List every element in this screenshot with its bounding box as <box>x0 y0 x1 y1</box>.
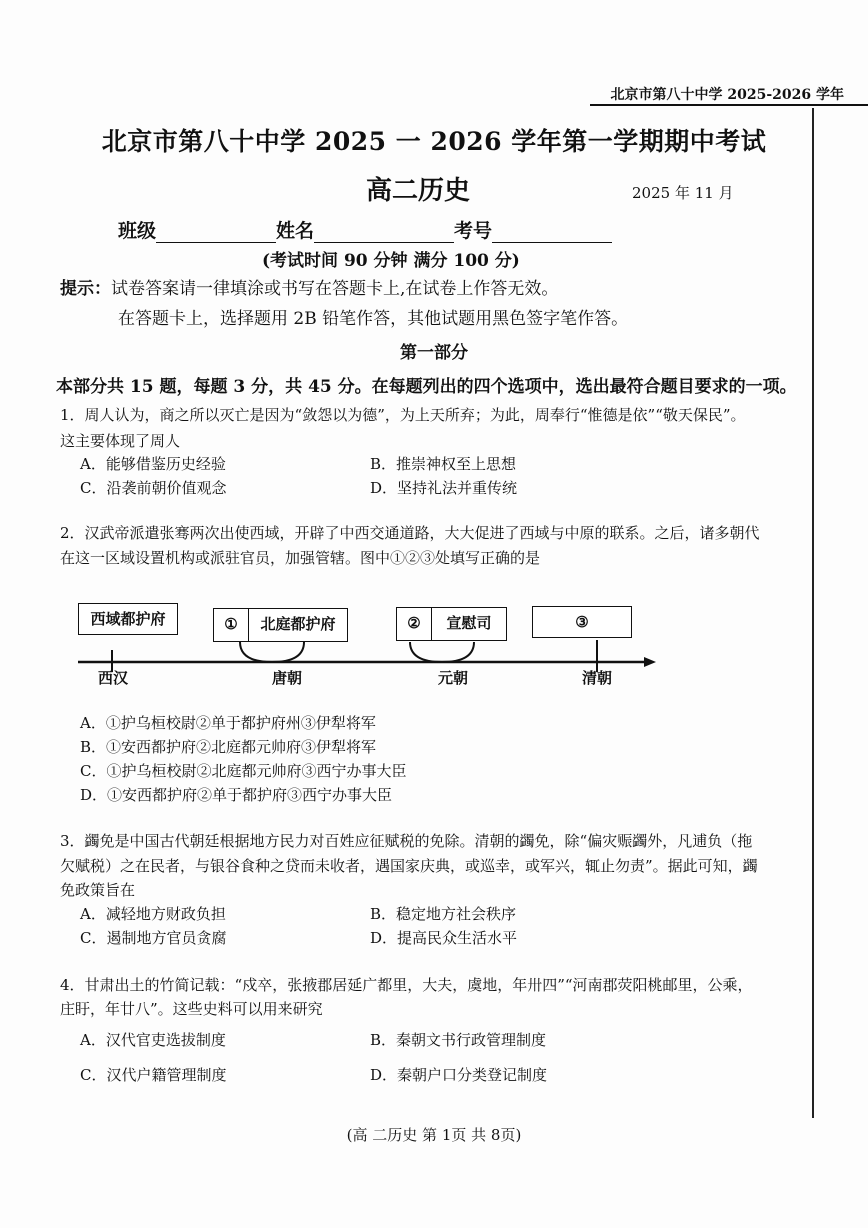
timeline-box-xiyu-duhufu: 西域都护府 <box>78 603 178 635</box>
question-1-option-c: C．沿袭前朝价值观念 <box>80 479 227 497</box>
question-3-option-c: C．遏制地方官员贪腐 <box>80 929 227 947</box>
timeline-arrowhead <box>644 657 656 667</box>
question-3-stem-line-2: 欠赋税）之在民者，与银谷食种之贷而未收者，遇国家庆典，或巡幸，或军兴，辄止勿责”。据此可知，蠲 <box>60 857 758 875</box>
question-1-option-d: D．坚持礼法并重传统 <box>370 479 518 497</box>
timeline-box-blank-3: ③ <box>532 606 632 638</box>
question-4-option-b: B．秦朝文书行政管理制度 <box>370 1031 547 1049</box>
header-school-year-tag: 北京市第八十中学 2025-2026 学年 <box>610 87 844 103</box>
timeline-label-yuan: 元朝 <box>438 669 469 687</box>
note-line-2: 在答题卡上，选择题用 2B 铅笔作答，其他试题用黑色签字笔作答。 <box>118 309 629 329</box>
exam-title: 北京市第八十中学 2025 一 2026 学年第一学期期中考试 <box>101 127 767 156</box>
part-heading: 第一部分 <box>400 343 468 363</box>
timeline-box-blank-1: ① <box>213 608 249 642</box>
question-3-option-d: D．提高民众生活水平 <box>370 929 518 947</box>
exam-info: (考试时间 90 分钟 满分 100 分) <box>262 251 520 271</box>
timeline-box-xuanweisi: 宣慰司 <box>431 607 507 641</box>
question-2-option-b: B．①安西都护府②北庭都元帅府③伊犁将军 <box>80 738 377 756</box>
subject-title: 高二历史 <box>366 176 471 206</box>
timeline-label-xihan: 西汉 <box>98 669 129 687</box>
page-footer: (高 二历史 第 1页 共 8页) <box>346 1126 522 1144</box>
question-1-stem-line-2: 这主要体现了周人 <box>60 432 181 450</box>
question-2-option-c: C．①护乌桓校尉②北庭都元帅府③西宁办事大臣 <box>80 762 407 780</box>
class-label: 班级 <box>118 220 157 242</box>
name-label: 姓名 <box>276 220 315 242</box>
question-3-stem-line-1: 3．蠲免是中国古代朝廷根据地方民力对百姓应征赋税的免除。清朝的蠲免，除“偏灾赈蠲外，凡逋负（拖 <box>60 832 753 850</box>
timeline-box-blank-2: ② <box>396 607 432 641</box>
question-4-stem-line-2: 庄盱，年廿八”。这些史料可以用来研究 <box>60 1000 323 1018</box>
section-instructions: 本部分共 15 题，每题 3 分，共 45 分。在每题列出的四个选项中，选出最符合题目要求的一项。 <box>56 377 797 397</box>
question-4-option-d: D．秦朝户口分类登记制度 <box>370 1066 548 1084</box>
question-4-stem-line-1: 4．甘肃出土的竹简记载：“戍卒，张掖郡居延广都里，大夫，虞地，年卅四”“河南郡荧阳桃邮里，公乘， <box>60 976 753 994</box>
question-1-option-a: A．能够借鉴历史经验 <box>80 455 226 473</box>
question-1-stem-line-1: 1．周人认为，商之所以灭亡是因为“敛怨以为德”，为上天所弃；为此，周奉行“惟德是依”“敬天保民”。 <box>60 406 746 424</box>
timeline-label-qing: 清朝 <box>582 669 613 687</box>
question-4-option-a: A．汉代官吏选拔制度 <box>80 1031 226 1049</box>
exam-date: 2025 年 11 月 <box>632 184 734 202</box>
question-2-option-d: D．①安西都护府②单于都护府③西宁办事大臣 <box>80 786 393 804</box>
note-label: 提示： <box>60 279 111 299</box>
question-3-stem-line-3: 免政策旨在 <box>60 881 136 899</box>
question-4-option-c: C．汉代户籍管理制度 <box>80 1066 227 1084</box>
tang-connector <box>240 642 304 662</box>
question-1-option-b: B．推崇神权至上思想 <box>370 455 517 473</box>
question-2-stem-line-1: 2．汉武帝派遣张骞两次出使西域，开辟了中西交通道路，大大促进了西域与中原的联系。之后，诸多朝代 <box>60 524 760 542</box>
question-3-option-b: B．稳定地方社会秩序 <box>370 905 517 923</box>
question-2-stem-line-2: 在这一区域设置机构或派驻官员，加强管辖。图中①②③处填写正确的是 <box>60 549 541 567</box>
question-2-option-a: A．①护乌桓校尉②单于都护府州③伊犁将军 <box>80 714 376 732</box>
question-3-option-a: A．减轻地方财政负担 <box>80 905 226 923</box>
timeline-label-tang: 唐朝 <box>272 669 303 687</box>
yuan-connector <box>410 642 474 662</box>
timeline-box-beiting-duhufu: 北庭都护府 <box>248 608 348 642</box>
note-text-1: 试卷答案请一律填涂或书写在答题卡上,在试卷上作答无效。 <box>111 279 559 299</box>
number-label: 考号 <box>454 220 493 242</box>
